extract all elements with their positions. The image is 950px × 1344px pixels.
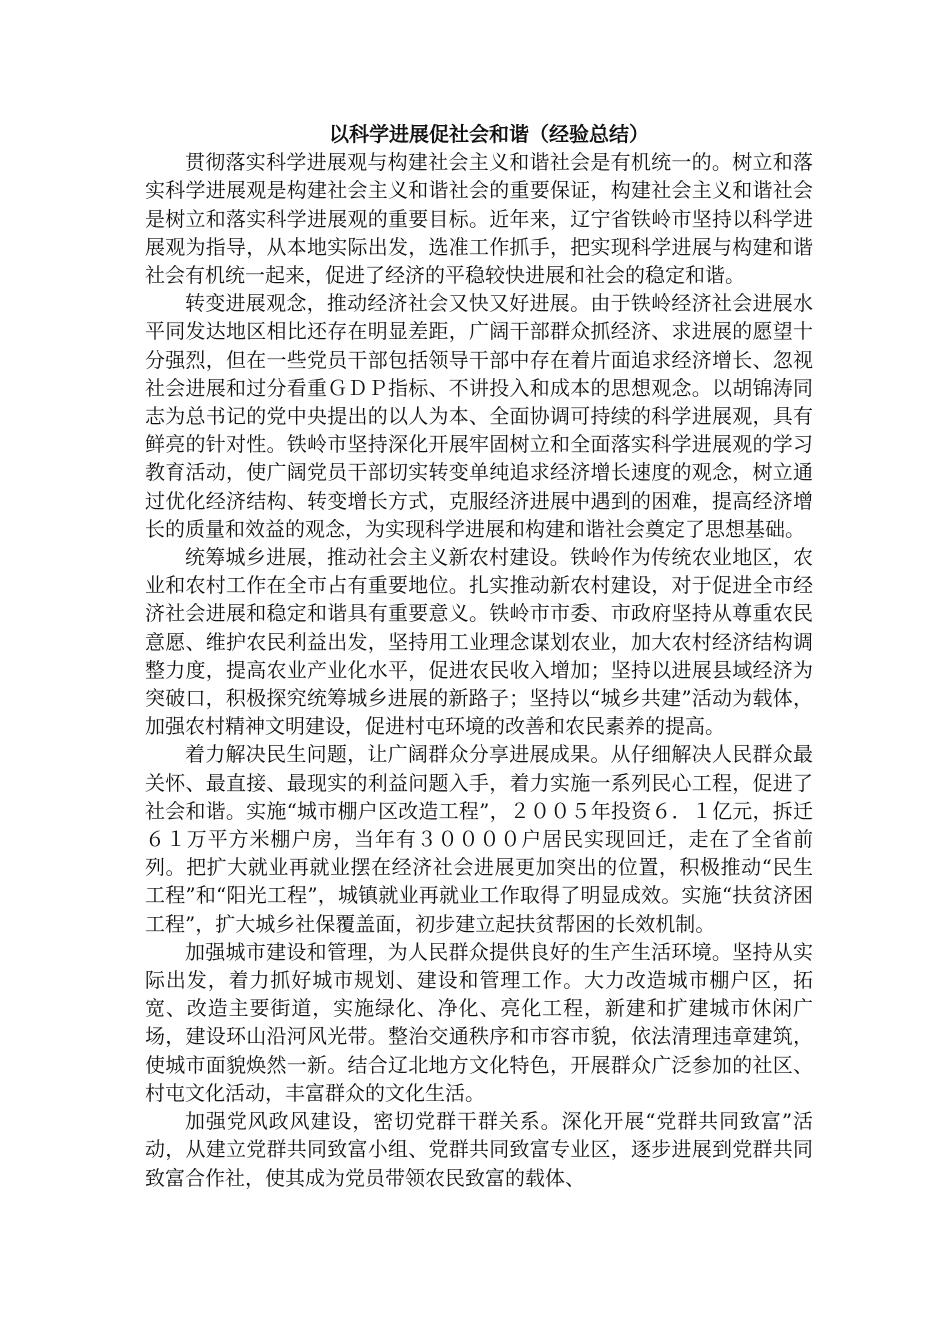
paragraph-3: 统筹城乡进展，推动社会主义新农村建设。铁岭作为传统农业地区，农业和农村工作在全市占有重要地位。扎实推动新农村建设，对于促进全市经济社会进展和稳定和谐具有重要意义。铁岭市市委、市政府坚持从尊重农民意愿、维护农民利益出发，坚持用工业理念谋划农业，加大农村经济结构调整力度，提高农业产业化水平，促进农民收入增加；坚持以进展县域经济为突破口，积极探究统筹城乡进展的新路子；坚持以“城乡共建”活动为载体，加强农村精神文明建设，促进村屯环境的改善和农民素养的提高。 — [145, 545, 813, 739]
paragraph-6: 加强党风政风建设，密切党群干群关系。深化开展“党群共同致富”活动，从建立党群共同致富小组、党群共同致富专业区，逐步进展到党群共同致富合作社，使其成为党员带领农民致富的载体、 — [145, 1109, 813, 1190]
document-page — [145, 120, 813, 1192]
paragraph-1: 贯彻落实科学进展观与构建社会主义和谐社会是有机统一的。树立和落实科学进展观是构建社会主义和谐社会的重要保证，构建社会主义和谐社会是树立和落实科学进展观的重要目标。近年来，辽宁省铁岭市坚持以科学进展观为指导，从本地实际出发，选准工作抓手，把实现科学进展与构建和谐社会有机统一起来，促进了经济的平稳较快进展和社会的稳定和谐。 — [145, 150, 813, 287]
document-title: 以科学进展促社会和谐（经验总结） — [329, 122, 649, 146]
paragraph-5: 加强城市建设和管理，为人民群众提供良好的生产生活环境。坚持从实际出发，着力抓好城市规划、建设和管理工作。大力改造城市棚户区，拓宽、改造主要街道，实施绿化、净化、亮化工程，新建和扩建城市休闲广场，建设环山沿河风光带。整治交通秩序和市容市貌，依法清理违章建筑，使城市面貌焕然一新。结合辽北地方文化特色，开展群众广泛参加的社区、村屯文化活动，丰富群众的文化生活。 — [145, 939, 813, 1105]
paragraph-4: 着力解决民生问题，让广阔群众分享进展成果。从仔细解决人民群众最关怀、最直接、最现实的利益问题入手，着力实施一系列民心工程，促进了社会和谐。实施“城市棚户区改造工程”，２００５年投资６．１亿元，拆迁６１万平方米棚户房，当年有３００００户居民实现回迁，走在了全省前列。把扩大就业再就业摆在经济社会进展更加突出的位置，积极推动“民生工程”和“阳光工程”，城镇就业再就业工作取得了明显成效。实施“扶贫济困工程”，扩大城乡社保覆盖面，初步建立起扶贫帮困的长效机制。 — [145, 742, 813, 936]
paragraph-2: 转变进展观念，推动经济社会又快又好进展。由于铁岭经济社会进展水平同发达地区相比还存在明显差距，广阔干部群众抓经济、求进展的愿望十分强烈，但在一些党员干部包括领导干部中存在着片面追求经济增长、忽视社会进展和过分看重ＧＤＰ指标、不讲投入和成本的思想观念。以胡锦涛同志为总书记的党中央提出的以人为本、全面协调可持续的科学进展观，具有鲜亮的针对性。铁岭市坚持深化开展牢固树立和全面落实科学进展观的学习教育活动，使广阔党员干部切实转变单纯追求经济增长速度的观念，树立通过优化经济结构、转变增长方式，克服经济进展中遇到的困难，提高经济增长的质量和效益的观念，为实现科学进展和构建和谐社会奠定了思想基础。 — [145, 291, 813, 541]
